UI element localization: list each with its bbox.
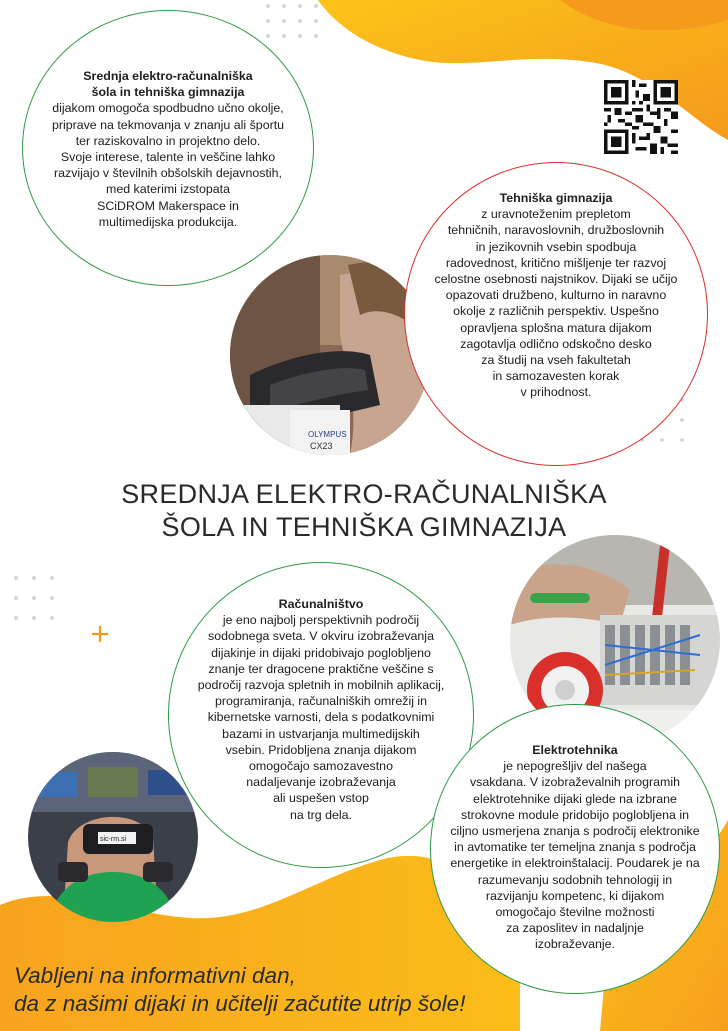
elektrotehnika-body: je nepogrešljiv del našega vsakdana. V izobraževalnih programih elektrotehnike dijaki glede na izbrane strokovne module pridobijo poglobljena in ciljno usmerjena znanja s področij elektronike in avtomatike ter temeljna znanja s področja energetike in elektroinštalacij. Poudarek je na razumevanju sodobnih tehnologij in razvijanju kompetenc, ki dijakom omogočajo številne možnosti za zaposlitev in nadaljnje izobraževanje. — [450, 759, 700, 952]
microscope-model: CX23 — [310, 441, 333, 451]
gimnazija-text — [404, 190, 708, 401]
page-title-line1: SREDNJA ELEKTRO-RAČUNALNIŠKA — [121, 479, 607, 509]
page-title — [0, 478, 728, 544]
racunalnistvo-text — [168, 596, 474, 823]
school-intro-text — [22, 68, 314, 230]
page-title-line2: ŠOLA IN TEHNIŠKA GIMNAZIJA — [161, 512, 567, 542]
elektrotehnika-title: Elektrotehnika — [532, 743, 618, 757]
racunalnistvo-body: je eno najbolj perspektivnih področij sodobnega sveta. V okviru izobraževanja dijakinje in dijaki pridobivajo poglobljeno znanje ter dragocene praktične veščine s področij razvoja spletnih in mobilnih aplikacij, programiranja, računalniških omrežij in kibernetske varnosti, dela s podatkovnimi bazami in ustvarjanja multimedijskih vsebin. Pridobljena znanja dijakom omogočajo samozavestno nadaljevanje izobraževanja ali uspešen vstop na trg dela. — [197, 613, 445, 822]
dot-grid-top — [262, 2, 322, 42]
school-intro-title: Srednja elektro-računalniška šola in tehniška gimnazija — [83, 69, 253, 100]
gimnazija-body: z uravnoteženim prepletom tehničnih, naravoslovnih, družboslovnih in jezikovnih vsebin spodbuja radovednost, kritično mišljenje ter razvoj celostne osebnosti najstnikov. Dijaki se učijo opazovati družbeno, kulturno in naravno okolje z različnih perspektiv. Uspešno opravljena splošna matura dijakom zagotavlja odlično odskočno desko za študij na vseh fakultetah in samozavesten korak v prihodnost. — [434, 207, 678, 400]
gimnazija-title: Tehniška gimnazija — [499, 191, 613, 205]
plus-icon — [90, 624, 110, 644]
dot-grid-left — [10, 572, 60, 642]
photo-microscope — [230, 255, 430, 455]
elektrotehnika-text — [430, 742, 720, 953]
microscope-brand: OLYMPUS — [308, 430, 347, 439]
qr-code[interactable] — [604, 80, 678, 154]
invitation-text: Vabljeni na informativni dan, da z našimi dijaki in učitelji začutite utrip šole! — [14, 963, 466, 1016]
racunalnistvo-title: Računalništvo — [278, 597, 364, 611]
school-intro-body: dijakom omogoča spodbudno učno okolje, priprave na tekmovanja v znanju ali športu ter raziskovalno in projektno delo. Svoje interese, talente in veščine lahko razvijajo v številnih obšolskih dejavnostih, med katerimi izstopata SCiDROM Makerspace in multimedijska produkcija. — [51, 101, 285, 229]
vr-label: sic-rm.si — [100, 836, 127, 843]
